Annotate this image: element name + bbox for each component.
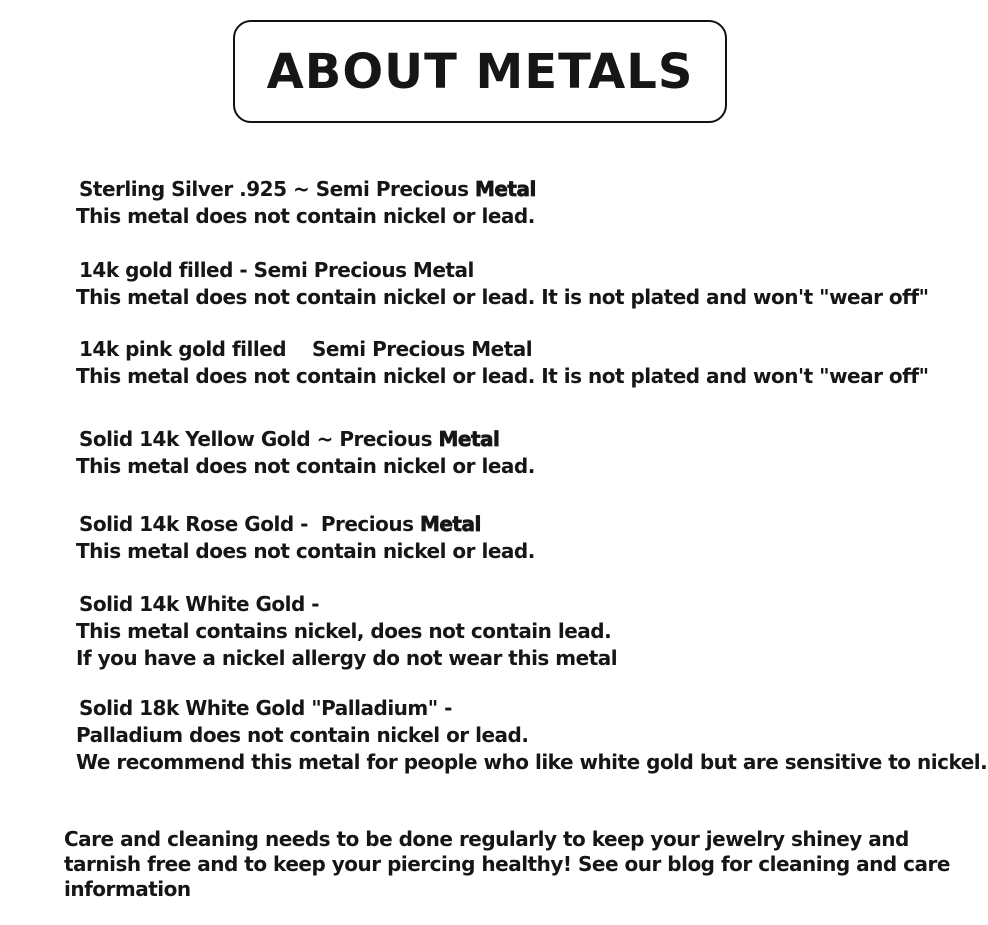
metals-list — [64, 176, 988, 902]
section-body-line: If you have a nickel allergy do not wear this metal — [76, 646, 618, 670]
section-14k-pink-gold-filled — [76, 336, 988, 390]
section-heading — [76, 336, 988, 363]
section-solid-14k-yellow-gold — [76, 426, 988, 480]
section-solid-14k-white-gold — [76, 591, 988, 672]
section-body-line: This metal does not contain nickel or lead. — [76, 204, 535, 228]
section-heading — [76, 511, 988, 538]
section-body-line: This metal does not contain nickel or lead. It is not plated and won't "wear off" — [76, 285, 929, 309]
care-and-cleaning-note — [64, 827, 988, 902]
heading-text: Solid 14k Yellow Gold ~ Precious — [79, 427, 439, 451]
section-solid-14k-rose-gold — [76, 511, 988, 565]
section-body-line: This metal does not contain nickel or lead. — [76, 454, 535, 478]
section-heading — [76, 426, 988, 453]
heading-text: Solid 14k Rose Gold - Precious — [79, 512, 420, 536]
section-body-line: This metal does not contain nickel or lead. It is not plated and won't "wear off" — [76, 364, 929, 388]
heading-text: Solid 14k White Gold - — [79, 592, 320, 616]
footer-line: information — [64, 877, 191, 901]
heading-text: Solid 18k White Gold "Palladium" - — [79, 696, 452, 720]
heading-text: Sterling Silver .925 ~ Semi Precious — [79, 177, 475, 201]
section-heading — [76, 257, 988, 284]
heading-text: 14k gold filled - Semi Precious Metal — [79, 258, 474, 282]
section-heading — [76, 176, 988, 203]
heading-text: 14k pink gold filled Semi Precious Metal — [79, 337, 533, 361]
section-body-line: This metal contains nickel, does not contain lead. — [76, 619, 612, 643]
section-solid-18k-white-gold-palladium — [76, 695, 988, 776]
section-14k-gold-filled — [76, 257, 988, 311]
title-box — [233, 20, 727, 123]
heading-emphasis: Metal — [419, 512, 481, 536]
about-metals-document — [0, 20, 988, 902]
section-heading — [76, 695, 988, 722]
section-heading — [76, 591, 988, 618]
footer-line: tarnish free and to keep your piercing healthy! See our blog for cleaning and care — [64, 852, 950, 876]
footer-line: Care and cleaning needs to be done regularly to keep your jewelry shiney and — [64, 827, 909, 851]
heading-emphasis: Metal — [474, 177, 536, 201]
section-body-line: We recommend this metal for people who like white gold but are sensitive to nickel. — [76, 750, 988, 774]
section-sterling-silver — [76, 176, 988, 230]
section-body-line: Palladium does not contain nickel or lead. — [76, 723, 529, 747]
page-title: ABOUT METALS — [266, 43, 694, 100]
heading-emphasis: Metal — [438, 427, 500, 451]
section-body-line: This metal does not contain nickel or lead. — [76, 539, 535, 563]
